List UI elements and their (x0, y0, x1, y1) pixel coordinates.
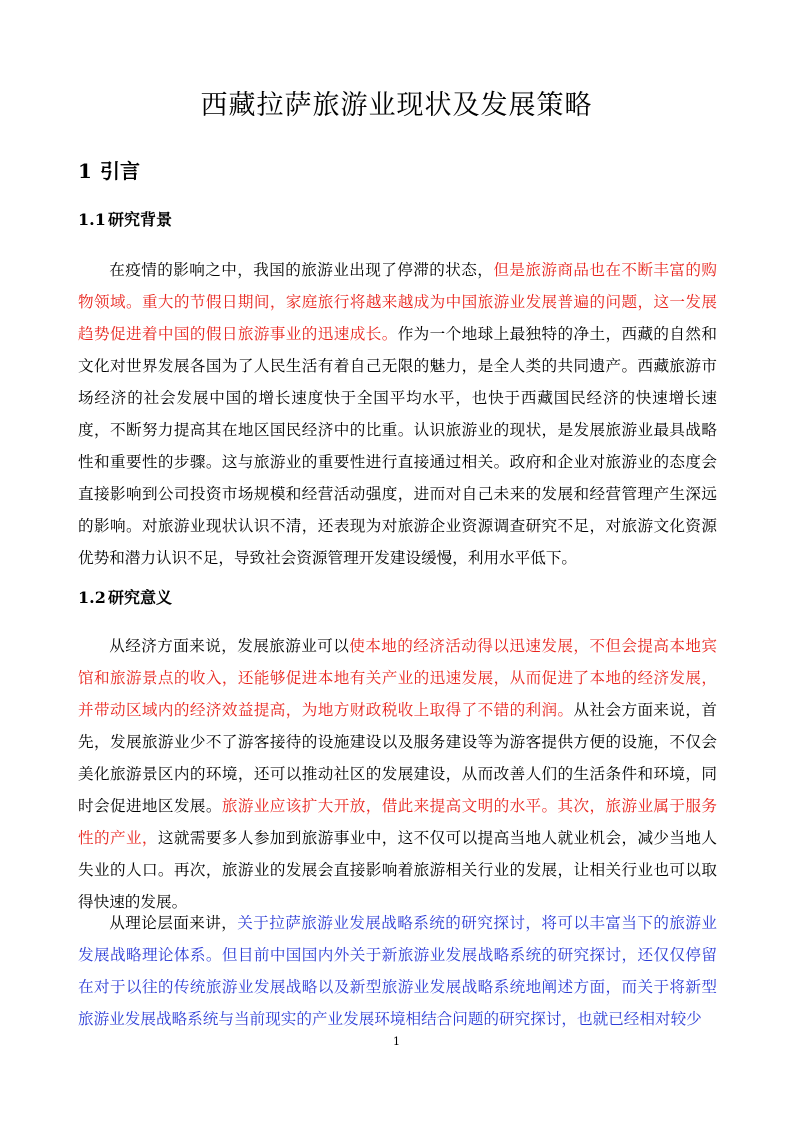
section-heading-1-1 (78, 207, 172, 233)
document-title: 西藏拉萨旅游业现状及发展策略 (200, 90, 593, 121)
section-title: 研究意义 (108, 588, 173, 607)
text-segment: 从经济方面来说，发展旅游业可以 (109, 637, 350, 655)
paragraph-research-significance-economy (78, 630, 717, 918)
text-segment: 在疫情的影响之中，我国的旅游业出现了停滞的状态， (109, 261, 494, 279)
highlighted-text-red: 旅游业应该扩大开放，借此来提高文明的水平。其次，旅游业属于服务性的产业， (78, 797, 717, 847)
section-number: 1.1 (78, 210, 106, 229)
paragraph-research-significance-theory (78, 907, 717, 1035)
section-number: 1.2 (78, 588, 106, 607)
highlighted-text-red: 但是旅游商品也在不断丰富的购物领域。重大的节假日期间，家庭旅行将越来越成为中国旅游业发展普遍的问题，这一发展趋势促进着中国的假日旅游事业的迅速成长。 (78, 261, 717, 343)
section-title: 研究背景 (108, 210, 173, 229)
text-segment: 从理论层面来讲， (109, 914, 238, 932)
text-segment: 这就需要多人参加到旅游事业中，这不仅可以提高当地人就业机会，减少当地人失业的人口。再次，旅游业的发展会直接影响着旅游相关行业的发展，让相关行业也可以取得快速的发展。 (78, 829, 717, 911)
page-number: 1 (393, 1035, 400, 1048)
highlighted-text-red: 使本地的经济活动得以迅速发展，不但会提高本地宾馆和旅游景点的收入，还能够促进本地有关产业的迅速发展，从而促进了本地的经济发展，并带动区域内的经济效益提高，为地方财政税收上取得了不错的利润。 (78, 637, 717, 719)
section-heading-1 (78, 156, 140, 186)
section-heading-1-2 (78, 585, 172, 611)
text-segment: 从社会方面来说，首先，发展旅游业少不了游客接待的设施建设以及服务建设等为游客提供方便的设施，不仅会美化旅游景区内的环境，还可以推动社区的发展建设，从而改善人们的生活条件和环境，同时会促进地区发展。 (78, 701, 717, 815)
section-title: 引言 (100, 159, 140, 183)
highlighted-text-blue: 关于拉萨旅游业发展战略系统的研究探讨，将可以丰富当下的旅游业发展战略理论体系。但目前中国国内外关于新旅游业发展战略系统的研究探讨，还仅仅停留在对于以往的传统旅游业发展战略以及新型旅游业发展战略系统地阐述方面，而关于将新型旅游业发展战略系统与当前现实的产业发展环境相结合问题的研究探讨，也就已经相对较少 (78, 914, 717, 1028)
section-number: 1 (78, 159, 92, 183)
paragraph-research-background (78, 254, 717, 574)
text-segment: 作为一个地球上最独特的净土，西藏的自然和文化对世界发展各国为了人民生活有着自己无限的魅力，是全人类的共同遗产。西藏旅游市场经济的社会发展中国的增长速度快于全国平均水平，也快于西藏国民经济的快速增长速度，不断努力提高其在地区国民经济中的比重。认识旅游业的现状，是发展旅游业最具战略性和重要性的步骤。这与旅游业的重要性进行直接通过相关。政府和企业对旅游业的态度会直接影响到公司投资市场规模和经营活动强度，进而对自己未来的发展和经营管理产生深远的影响。对旅游业现状认识不清，还表现为对旅游企业资源调查研究不足，对旅游文化资源优势和潜力认识不足，导致社会资源管理开发建设缓慢，利用水平低下。 (78, 325, 717, 567)
